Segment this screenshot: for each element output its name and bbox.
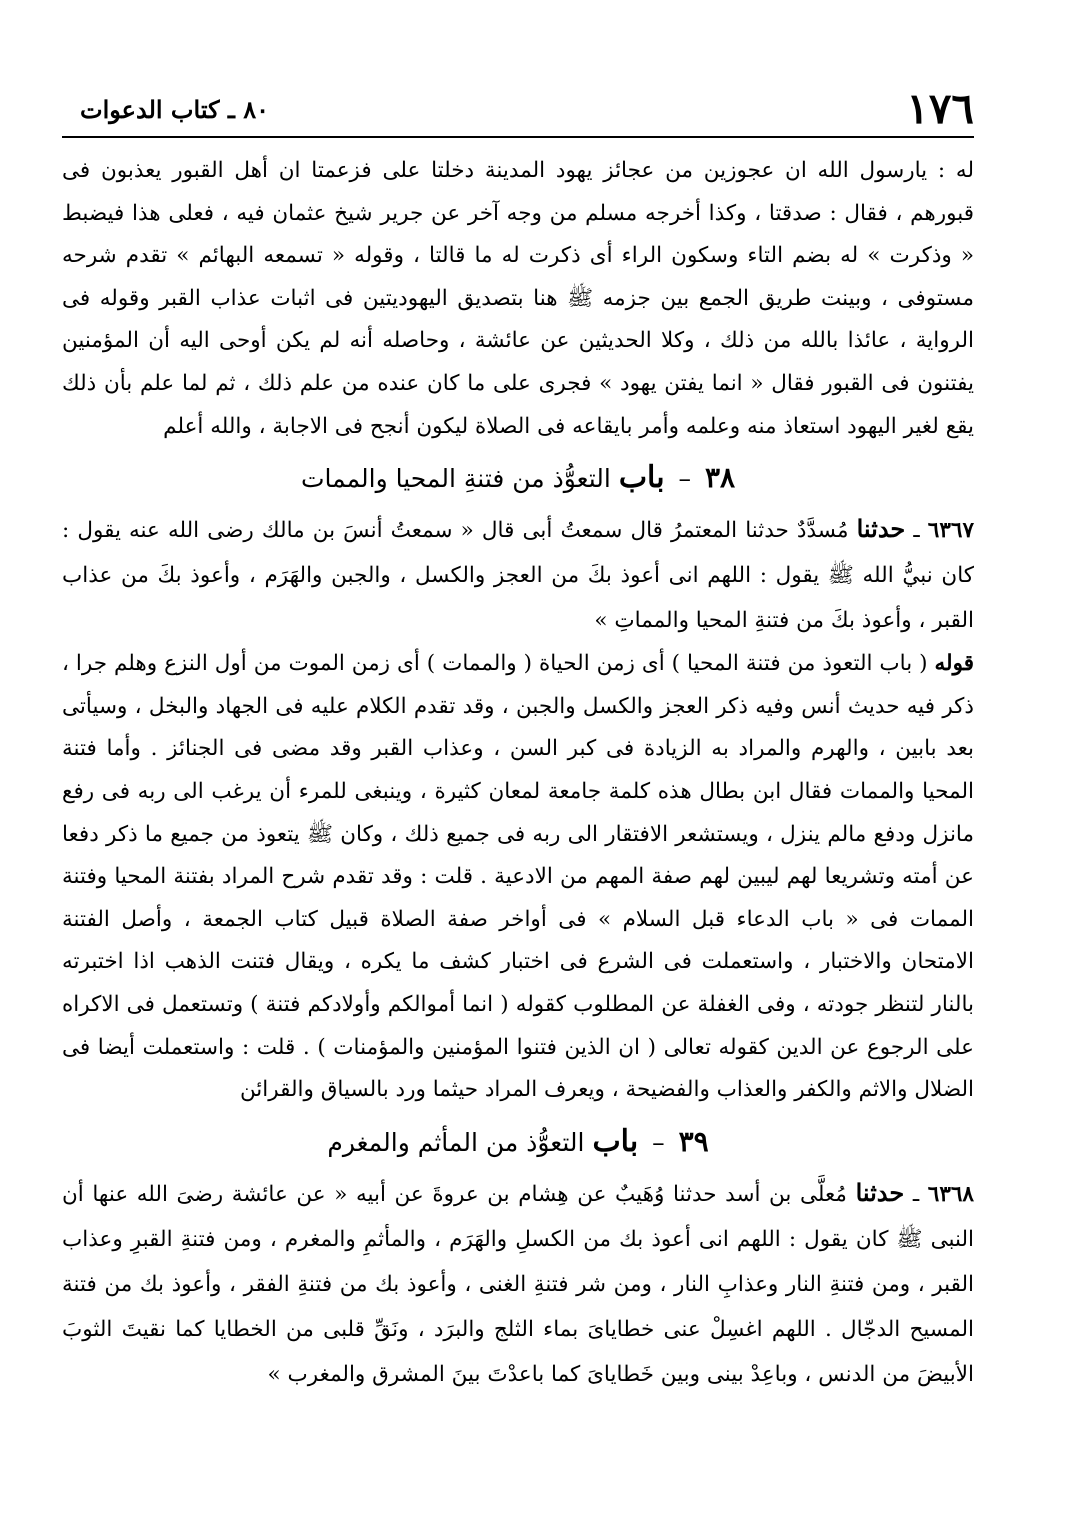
hadith-6367 xyxy=(62,506,974,643)
section-title: التعوُّذ من المأثم والمغرم xyxy=(327,1127,585,1157)
hadith-6368 xyxy=(62,1170,974,1397)
hadith-lead-word: حدثنا xyxy=(856,514,906,544)
section-bab-label: باب xyxy=(592,1123,639,1159)
hadith-text: مُسدَّدٌ حدثنا المعتمرُ قال سمعتُ أبى قال « سمعتُ أنسَ بن مالك رضى الله عنه يقول : كان نبيُّ الله ﷺ يقول : اللهم انى أعوذ بكَ من العجز والكسل ، والجبن والهَرَم ، وأعوذ بكَ من عذاب القبر ، وأعوذ بكَ من فتنةِ المحيا والمماتِ » xyxy=(62,518,974,634)
hadith-dash: ـ xyxy=(913,518,920,544)
commentary-text: ( باب التعوذ من فتنة المحيا ) أى زمن الحياة ( والممات ) أى زمن الموت من أول النزع وهلم جرا ، ذكر فيه حديث أنس وفيه ذكر العجز والكسل والجبن ، وقد تقدم الكلام عليه فى الجهاد والبخل ، وسيأتى بعد بابين ، والهرم والمراد به الزيادة فى كبر السن ، وعذاب القبر وقد مضى فى الجنائز . وأما فتنة المحيا والممات فقال ابن بطال هذه كلمة جامعة لمعان كثيرة ، وينبغى للمرء أن يرغب الى ربه فى رفع مانزل ودفع مالم ينزل ، ويستشعر الافتقار الى ربه فى جميع ذلك ، وكان ﷺ يتعوذ من جميع ما ذكر دفعا عن أمته وتشريعا لهم ليبين لهم صفة المهم من الادعية . قلت : وقد تقدم شرح المراد بفتنة المحيا وفتنة الممات فى « باب الدعاء قبل السلام » فى أواخر صفة الصلاة قبيل كتاب الجمعة ، وأصل الفتنة الامتحان والاختبار ، واستعملت فى الشرع فى اختبار كشف ما يكره ، ويقال فتنت الذهب اذا اختبرته بالنار لتنظر جودته ، وفى الغفلة عن المطلوب كقوله ( انما أموالكم وأولادكم فتنة ) وتستعمل فى الاكراه على الرجوع عن الدين كقوله تعالى ( ان الذين فتنوا المؤمنين والمؤمنات ) . قلت : واستعملت أيضا فى الضلال والاثم والكفر والعذاب والفضيحة ، ويعرف المراد حيثما ورد بالسياق والقرائن xyxy=(62,651,974,1103)
hadith-lead-word: حدثنا xyxy=(855,1177,905,1207)
commentary-paragraph-continued: له : يارسول الله ان عجوزين من عجائز يهود المدينة دخلتا على فزعمتا ان أهل القبور يعذبون فى قبورهم ، فقال : صدقتا ، وكذا أخرجه مسلم من وجه آخر عن جرير شيخ عثمان فيه ، فعلى هذا فيضبط « وذكرت » له بضم التاء وسكون الراء أى ذكرت له ما قالتا ، وقوله « تسمعه البهائم » تقدم شرحه مستوفى ، وبينت طريق الجمع بين جزمه ﷺ هنا بتصديق اليهوديتين فى اثبات عذاب القبر وقوله فى الرواية ، عائذا بالله من ذلك ، وكلا الحديثين عن عائشة ، وحاصله أنه لم يكن أوحى اليه أن المؤمنين يفتنون فى القبور فقال « انما يفتن يهود » فجرى على ما كان عنده من علم ذلك ، ثم لما علم بأن ذلك يقع لغير اليهود استعاذ منه وعلمه وأمر بايقاعه فى الصلاة ليكون أنجح فى الاجابة ، والله أعلم xyxy=(62,158,974,439)
section-number: ٣٨ xyxy=(704,461,736,495)
section-bab-label: باب xyxy=(618,460,665,496)
hadith-number: ٦٣٦٨ xyxy=(927,1181,974,1207)
running-title: ٨٠ ـ كتاب الدعوات xyxy=(80,95,270,124)
hadith-dash: ـ xyxy=(912,1181,920,1207)
section-heading-39 xyxy=(62,1116,974,1168)
commentary-38 xyxy=(62,643,974,1112)
hadith-text: مُعلَّى بن أسد حدثنا وُهَيبٌ عن هِشام بن عروةَ عن أبيه « عن عائشة رضىَ الله عنها أن النبى ﷺ كان يقول : اللهم انى أعوذ بك من الكسلِ والهَرَم ، والمأثمِ والمغرم ، ومن فتنةِ القبرِ وعذاب القبر ، ومن فتنةِ النار وعذابِ النار ، ومن شر فتنةِ الغنى ، وأعوذ بك من فتنةِ الفقر ، وأعوذ بك من فتنة المسيح الدجّال . اللهم اغسِلْ عنى خطاياىَ بماء الثلج والبرَد ، ونَقِّ قلبى من الخطايا كما نقيتَ الثوبَ الأبيضَ من الدنس ، وباعِدْ بينى وبين خَطاياىَ كما باعدْتَ بينَ المشرق والمغرب » xyxy=(62,1181,974,1387)
section-heading-38 xyxy=(62,452,974,504)
commentary-lead-word: قوله xyxy=(934,651,974,677)
page-number: ١٧٦ xyxy=(906,84,974,133)
section-dash: – xyxy=(678,464,691,494)
page-header xyxy=(62,84,974,138)
section-number: ٣٩ xyxy=(678,1124,709,1158)
section-title: التعوُّذ من فتنةِ المحيا والممات xyxy=(300,464,611,494)
section-dash: – xyxy=(652,1127,665,1157)
hadith-number: ٦٣٦٧ xyxy=(927,518,974,544)
